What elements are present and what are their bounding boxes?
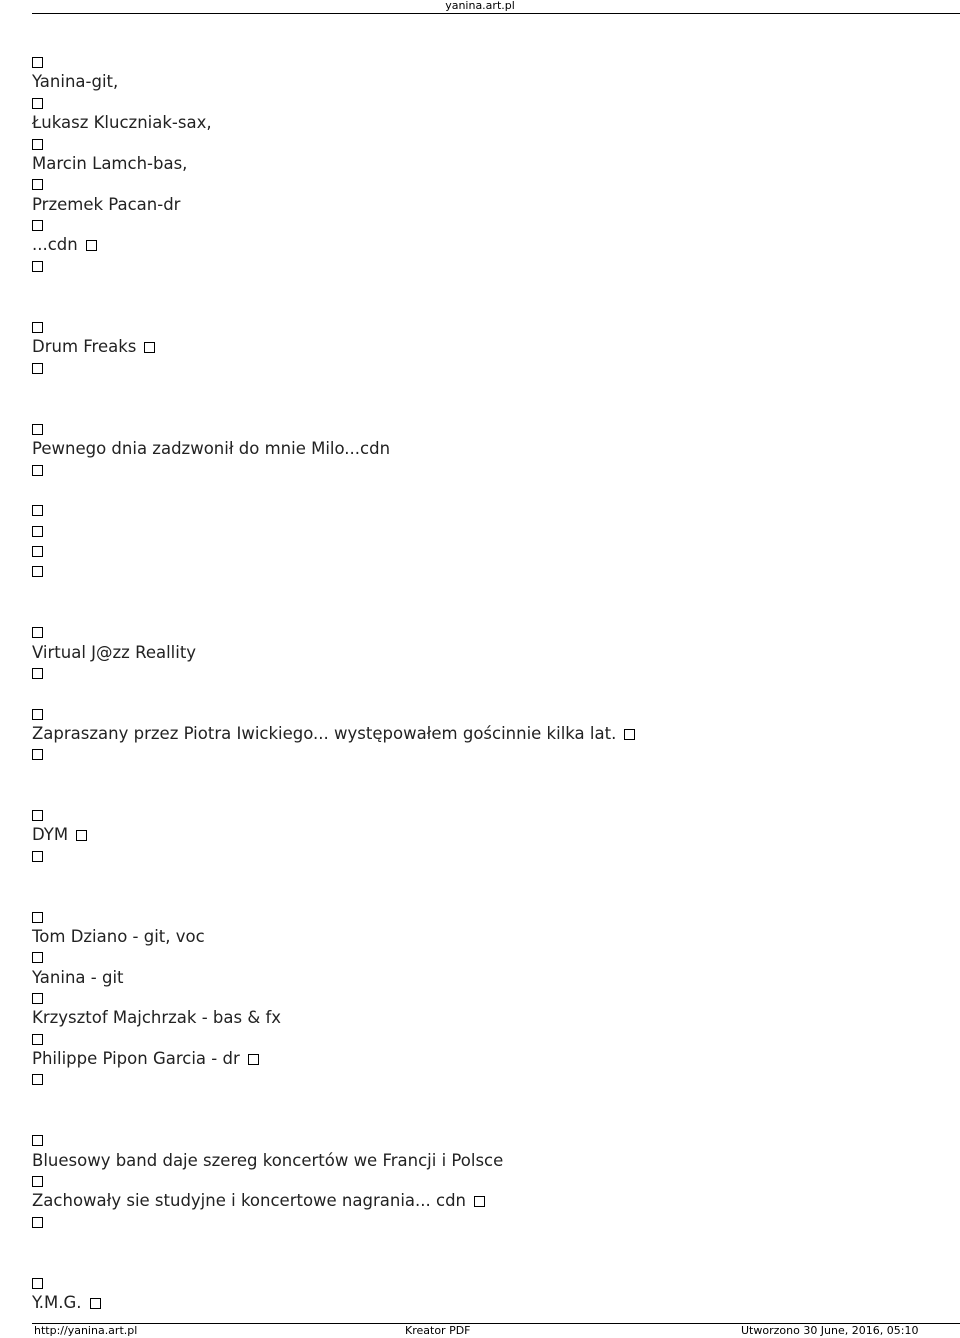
- missing-glyph-icon: [32, 952, 43, 963]
- paragraph-text: Bluesowy band daje szereg koncertów we Francji i Polsce: [32, 1151, 504, 1170]
- glyph-line: [32, 1212, 43, 1232]
- paragraph-line: [32, 724, 635, 744]
- missing-glyph-icon: [32, 1217, 43, 1228]
- glyph-line: [32, 358, 43, 378]
- missing-glyph-icon: [32, 179, 43, 190]
- glyph-line: [32, 52, 43, 72]
- cdn-text: ...cdn: [32, 235, 78, 254]
- missing-glyph-icon: [32, 709, 43, 720]
- missing-glyph-icon: [32, 1176, 43, 1187]
- band-title: Drum Freaks: [32, 337, 137, 356]
- glyph-line: [32, 215, 43, 235]
- missing-glyph-icon: [86, 240, 97, 251]
- header-divider: [32, 13, 960, 14]
- missing-glyph-icon: [32, 1278, 43, 1289]
- glyph-line: [32, 704, 43, 724]
- glyph-line: [32, 663, 43, 683]
- missing-glyph-icon: [32, 505, 43, 516]
- member-line: [32, 113, 212, 133]
- missing-glyph-icon: [32, 139, 43, 150]
- missing-glyph-icon: [32, 465, 43, 476]
- member-line: [32, 968, 124, 988]
- glyph-line: [32, 744, 43, 764]
- page-footer: [0, 1325, 960, 1338]
- member-line: [32, 195, 180, 215]
- missing-glyph-icon: [32, 546, 43, 557]
- missing-glyph-icon: [32, 363, 43, 374]
- footer-url: http://yanina.art.pl: [34, 1324, 138, 1337]
- glyph-line: [32, 1130, 43, 1150]
- missing-glyph-icon: [32, 526, 43, 537]
- member-line: [32, 154, 187, 174]
- glyph-line: [32, 256, 43, 276]
- missing-glyph-icon: [32, 322, 43, 333]
- glyph-line: [32, 988, 43, 1008]
- missing-glyph-icon: [32, 57, 43, 68]
- glyph-line: [32, 947, 43, 967]
- glyph-line: [32, 419, 43, 439]
- missing-glyph-icon: [32, 261, 43, 272]
- band-title: DYM: [32, 825, 69, 844]
- missing-glyph-icon: [32, 912, 43, 923]
- missing-glyph-icon: [76, 830, 87, 841]
- member-line: [32, 72, 118, 92]
- missing-glyph-icon: [32, 993, 43, 1004]
- missing-glyph-icon: [32, 566, 43, 577]
- paragraph-text: Zapraszany przez Piotra Iwickiego... występowałem gościnnie kilka lat.: [32, 724, 617, 743]
- glyph-line: [32, 1029, 43, 1049]
- member-text: Yanina-git,: [32, 72, 119, 91]
- member-text: Tom Dziano - git, voc: [32, 927, 205, 946]
- missing-glyph-icon: [32, 220, 43, 231]
- glyph-line: [32, 805, 43, 825]
- band-title-line: [32, 1293, 101, 1313]
- glyph-line: [32, 93, 43, 113]
- band-title: Y.M.G.: [32, 1293, 82, 1312]
- cdn-line: [32, 235, 97, 255]
- glyph-line: [32, 541, 43, 561]
- missing-glyph-icon: [32, 1135, 43, 1146]
- member-line: [32, 1049, 259, 1069]
- paragraph-line: [32, 1151, 503, 1171]
- band-title-line: [32, 337, 155, 357]
- missing-glyph-icon: [32, 851, 43, 862]
- paragraph-line: [32, 1191, 485, 1211]
- band-title-line: [32, 825, 87, 845]
- missing-glyph-icon: [32, 1074, 43, 1085]
- glyph-line: [32, 134, 43, 154]
- glyph-line: [32, 500, 43, 520]
- missing-glyph-icon: [474, 1196, 485, 1207]
- member-text: Łukasz Kluczniak-sax,: [32, 113, 212, 132]
- glyph-line: [32, 846, 43, 866]
- footer-generator: Kreator PDF: [405, 1324, 471, 1337]
- glyph-line: [32, 907, 43, 927]
- glyph-line: [32, 317, 43, 337]
- member-text: Philippe Pipon Garcia - dr: [32, 1049, 240, 1068]
- glyph-line: [32, 622, 43, 642]
- glyph-line: [32, 1171, 43, 1191]
- member-text: Marcin Lamch-bas,: [32, 154, 188, 173]
- header-site: yanina.art.pl: [445, 0, 515, 12]
- missing-glyph-icon: [144, 342, 155, 353]
- missing-glyph-icon: [32, 810, 43, 821]
- paragraph-line: [32, 439, 390, 459]
- missing-glyph-icon: [32, 1034, 43, 1045]
- missing-glyph-icon: [32, 627, 43, 638]
- band-title-line: [32, 643, 196, 663]
- glyph-line: [32, 521, 43, 541]
- member-line: [32, 927, 205, 947]
- glyph-line: [32, 561, 43, 581]
- glyph-line: [32, 460, 43, 480]
- member-text: Yanina - git: [32, 968, 124, 987]
- glyph-line: [32, 174, 43, 194]
- missing-glyph-icon: [32, 98, 43, 109]
- glyph-line: [32, 1273, 43, 1293]
- footer-created: Utworzono 30 June, 2016, 05:10: [741, 1324, 919, 1337]
- member-line: [32, 1008, 281, 1028]
- band-title: Virtual J@zz Reallity: [32, 643, 197, 662]
- member-text: Krzysztof Majchrzak - bas & fx: [32, 1008, 282, 1027]
- paragraph-text: Pewnego dnia zadzwonił do mnie Milo...cdn: [32, 439, 391, 458]
- missing-glyph-icon: [90, 1298, 101, 1309]
- missing-glyph-icon: [624, 729, 635, 740]
- missing-glyph-icon: [32, 668, 43, 679]
- paragraph-text: Zachowały sie studyjne i koncertowe nagrania... cdn: [32, 1191, 467, 1210]
- page-header: [0, 0, 960, 13]
- missing-glyph-icon: [32, 424, 43, 435]
- missing-glyph-icon: [32, 749, 43, 760]
- missing-glyph-icon: [248, 1054, 259, 1065]
- glyph-line: [32, 1069, 43, 1089]
- member-text: Przemek Pacan-dr: [32, 195, 181, 214]
